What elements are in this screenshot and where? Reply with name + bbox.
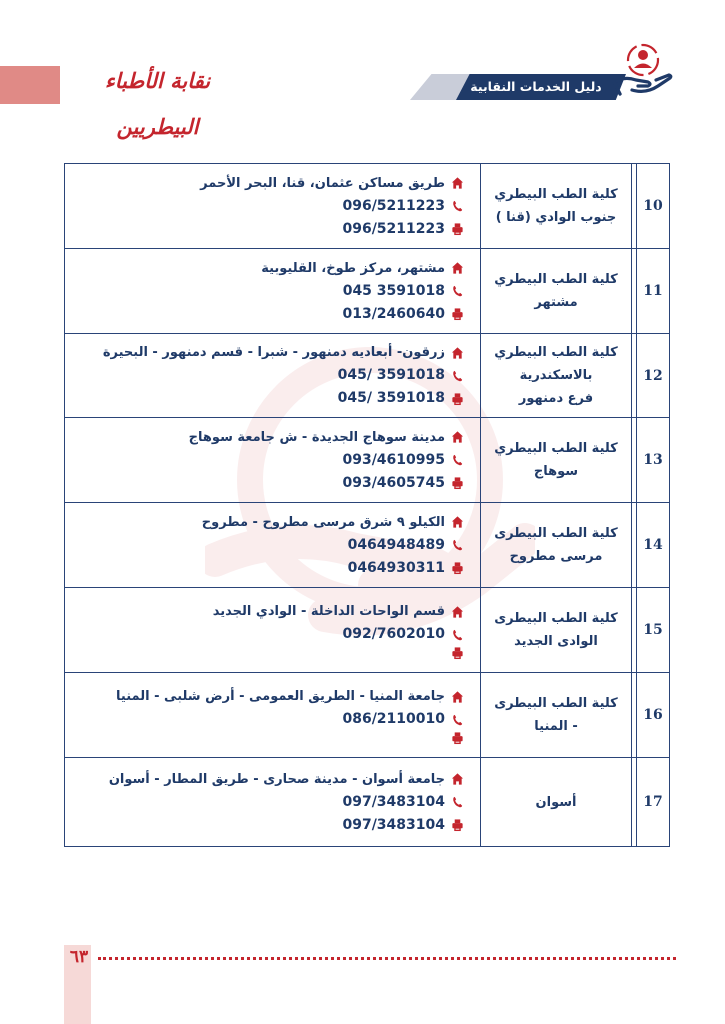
phone-icon — [451, 199, 464, 213]
fax-number: 096/5211223 — [342, 220, 445, 237]
fax-line — [73, 303, 464, 326]
home-line — [73, 172, 464, 195]
faculty-name-cell — [481, 418, 632, 503]
contact-details-cell — [65, 418, 481, 503]
row-number: 17 — [637, 758, 670, 847]
faculty-name-line: - المنيا — [534, 719, 578, 734]
faculty-name-cell — [481, 758, 632, 847]
address-text: جامعة أسوان - مدينة صحارى - طريق المطار - أسوان — [108, 771, 445, 787]
phone-line — [73, 708, 464, 731]
fax-line — [73, 387, 464, 410]
address-text: جامعة المنيا - الطريق العمومى - أرض شلبى - المنيا — [116, 689, 445, 704]
page-number: ٦٣ — [69, 947, 89, 967]
row-number: 13 — [637, 418, 670, 503]
fax-icon — [451, 731, 464, 745]
home-icon — [451, 176, 464, 190]
home-line — [73, 341, 464, 364]
fax-number: 013/2460640 — [342, 305, 445, 322]
contact-details-cell — [65, 503, 481, 588]
phone-number: 097/3483104 — [342, 793, 445, 810]
phone-number: 086/2110010 — [342, 711, 445, 727]
contact-details-cell — [65, 758, 481, 847]
phone-icon — [451, 284, 464, 298]
phone-icon — [451, 538, 464, 552]
home-icon — [451, 690, 464, 704]
fax-line — [73, 557, 464, 580]
phone-line — [73, 280, 464, 303]
row-number: 11 — [637, 249, 670, 334]
table-row — [65, 249, 670, 334]
faculty-name-line: أسوان — [535, 794, 577, 810]
fax-number: 093/4605745 — [342, 474, 445, 491]
fax-icon — [451, 476, 464, 490]
address-text: الكيلو ٩ شرق مرسى مطروح - مطروح — [201, 514, 445, 530]
faculty-name-line: سوهاج — [533, 464, 579, 479]
fax-line — [73, 218, 464, 241]
faculty-name-cell — [481, 249, 632, 334]
faculty-name-cell — [481, 334, 632, 418]
home-icon — [451, 515, 464, 529]
phone-line — [73, 449, 464, 472]
phone-line — [73, 364, 464, 387]
contact-details-cell — [65, 164, 481, 249]
phone-icon — [451, 628, 464, 642]
row-number: 16 — [637, 673, 670, 758]
syndicate-calligraphy-logo: نقابة الأطباء البيطريين — [104, 68, 211, 139]
phone-line — [73, 791, 464, 814]
phone-icon — [451, 369, 464, 383]
services-hand-logo-icon — [612, 38, 674, 102]
address-text: زرقون- أبعاديه دمنهور - شبرا - قسم دمنهور - البحيرة — [102, 345, 445, 360]
table-row — [65, 334, 670, 418]
services-table — [64, 163, 670, 847]
home-icon — [451, 261, 464, 275]
fax-icon — [451, 818, 464, 832]
faculty-name-line: كلية الطب البيطري — [494, 345, 618, 360]
row-number: 10 — [637, 164, 670, 249]
table-row — [65, 418, 670, 503]
phone-line — [73, 195, 464, 218]
faculty-name-line: كلية الطب البيطرى — [494, 611, 618, 626]
header-banner — [410, 74, 625, 100]
home-icon — [451, 772, 464, 786]
phone-line — [73, 534, 464, 557]
fax-icon — [451, 307, 464, 321]
footer-dotted-line — [98, 957, 676, 960]
faculty-name-line: كلية الطب البيطري — [494, 187, 618, 202]
phone-number: 045 3591018 — [342, 282, 445, 299]
phone-number: 045/ 3591018 — [337, 367, 445, 383]
faculty-name-cell — [481, 503, 632, 588]
table-row — [65, 758, 670, 847]
home-icon — [451, 605, 464, 619]
fax-number: 0464930311 — [347, 559, 445, 576]
contact-details-cell — [65, 588, 481, 673]
phone-line — [73, 623, 464, 646]
address-text: قسم الواحات الداخلة - الوادي الجديد — [212, 604, 445, 619]
row-number: 15 — [637, 588, 670, 673]
home-line — [73, 685, 464, 708]
faculty-name-cell — [481, 588, 632, 673]
home-line — [73, 257, 464, 280]
banner-title: دليل الخدمات النقابية — [470, 79, 602, 94]
fax-icon — [451, 392, 464, 406]
table-row — [65, 503, 670, 588]
address-text: مشتهر، مركز طوخ، القليوبية — [261, 260, 445, 276]
contact-details-cell — [65, 249, 481, 334]
home-icon — [451, 430, 464, 444]
phone-number: 0464948489 — [347, 536, 445, 553]
fax-number: 097/3483104 — [342, 816, 445, 833]
faculty-name-line: بالاسكندرية — [519, 368, 593, 383]
contact-details-cell — [65, 673, 481, 758]
faculty-name-line: مرسى مطروح — [509, 549, 603, 564]
phone-number: 096/5211223 — [342, 197, 445, 214]
table-row — [65, 588, 670, 673]
faculty-name-line: جنوب الوادي (قنا ) — [495, 210, 617, 225]
home-line — [73, 768, 464, 791]
phone-icon — [451, 453, 464, 467]
faculty-name-line: كلية الطب البيطرى — [494, 696, 618, 711]
row-number: 14 — [637, 503, 670, 588]
home-line — [73, 600, 464, 623]
fax-icon — [451, 561, 464, 575]
fax-line — [73, 646, 464, 660]
faculty-name-line: كلية الطب البيطري — [494, 441, 618, 456]
faculty-name-cell — [481, 164, 632, 249]
phone-icon — [451, 713, 464, 727]
phone-icon — [451, 795, 464, 809]
contact-details-cell — [65, 334, 481, 418]
faculty-name-line: فرع دمنهور — [518, 391, 594, 406]
table-row — [65, 673, 670, 758]
table-row — [65, 164, 670, 249]
fax-icon — [451, 646, 464, 660]
row-number: 12 — [637, 334, 670, 418]
address-text: مدينة سوهاج الجديدة - ش جامعة سوهاج — [188, 429, 445, 445]
fax-line — [73, 472, 464, 495]
header-left-tab — [0, 66, 60, 104]
phone-number: 093/4610995 — [342, 451, 445, 468]
fax-line — [73, 731, 464, 745]
faculty-name-line: الوادى الجديد — [514, 634, 598, 649]
faculty-name-line: كلية الطب البيطرى — [494, 526, 618, 541]
services-table-grid — [64, 163, 670, 847]
fax-number: 045/ 3591018 — [337, 390, 445, 406]
home-line — [73, 426, 464, 449]
phone-number: 092/7602010 — [342, 626, 445, 642]
home-line — [73, 511, 464, 534]
faculty-name-line: مشتهر — [534, 295, 578, 310]
address-text: طريق مساكن عثمان، قنا، البحر الأحمر — [200, 175, 445, 191]
home-icon — [451, 346, 464, 360]
faculty-name-cell — [481, 673, 632, 758]
fax-icon — [451, 222, 464, 236]
faculty-name-line: كلية الطب البيطري — [494, 272, 618, 287]
fax-line — [73, 814, 464, 837]
